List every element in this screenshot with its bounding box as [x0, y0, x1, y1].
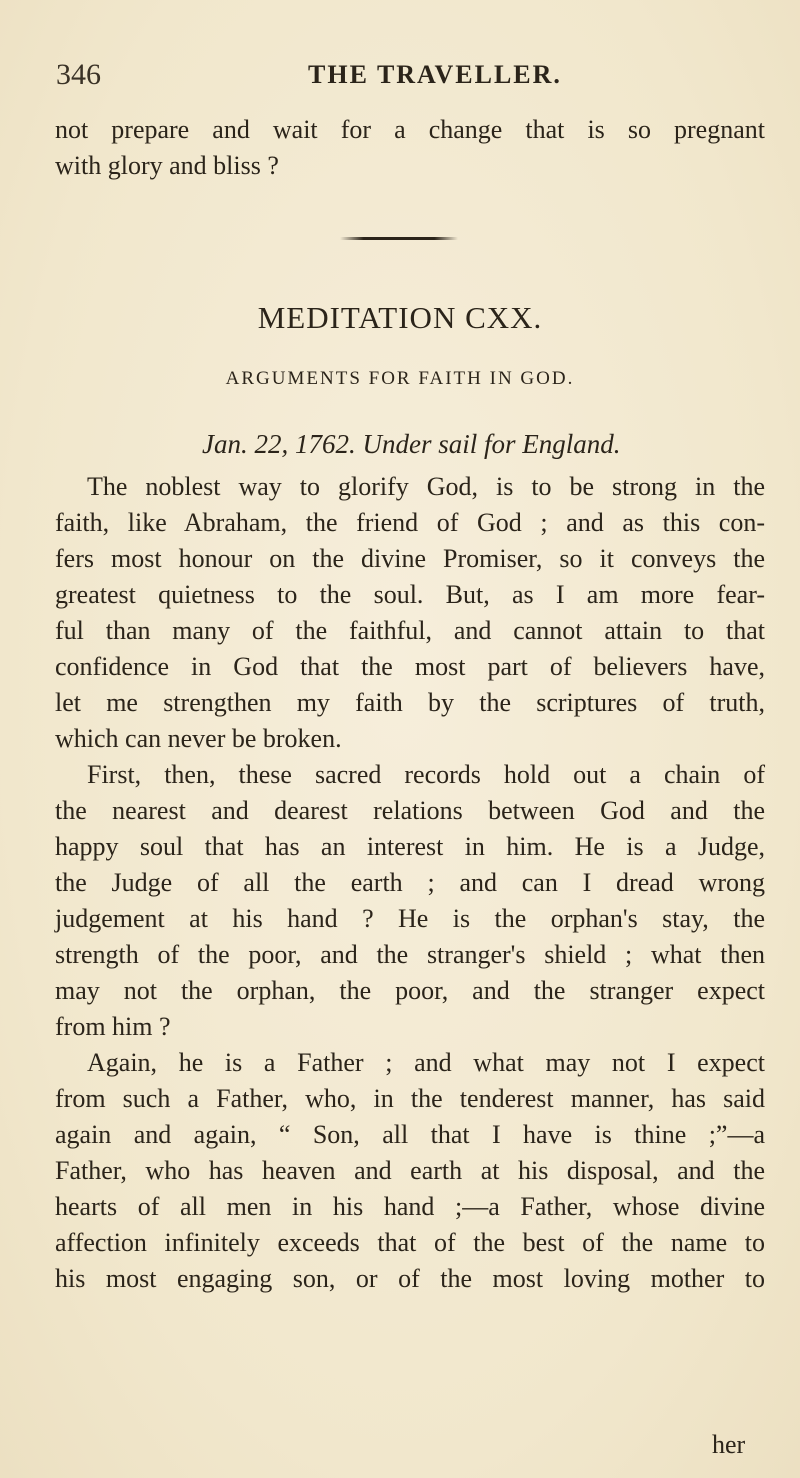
text-line: which can never be broken.	[55, 724, 342, 753]
meditation-subtitle: ARGUMENTS FOR FAITH IN GOD.	[225, 368, 575, 389]
body-text	[55, 469, 765, 1297]
text-line: faith, like Abraham, the friend of God ; and as this con-	[55, 508, 765, 537]
text-line: with glory and bliss ?	[55, 151, 279, 180]
catchword: her	[712, 1430, 746, 1459]
text-line: hearts of all men in his hand ;—a Father, whose divine	[55, 1192, 765, 1221]
section-divider	[340, 237, 458, 240]
running-head	[56, 58, 756, 98]
text-line: happy soul that has an interest in him. He is a Judge,	[55, 832, 765, 861]
text-line: Father, who has heaven and earth at his disposal, and the	[55, 1156, 765, 1185]
intro-paragraph	[55, 112, 765, 184]
text-line: confidence in God that the most part of believers have,	[55, 652, 765, 681]
text-line: the Judge of all the earth ; and can I dread wrong	[55, 868, 765, 897]
text-line: not prepare and wait for a change that is so pregnant	[55, 115, 765, 144]
text-line: from such a Father, who, in the tenderest manner, has said	[55, 1084, 765, 1113]
text-line: may not the orphan, the poor, and the stranger expect	[55, 976, 765, 1005]
text-line: fers most honour on the divine Promiser, so it conveys the	[55, 544, 765, 573]
text-line: Again, he is a Father ; and what may not I expect	[87, 1048, 765, 1077]
text-line: affection infinitely exceeds that of the best of the name to	[55, 1228, 765, 1257]
text-line: from him ?	[55, 1012, 171, 1041]
text-line: judgement at his hand ? He is the orphan's stay, the	[55, 904, 765, 933]
text-line: again and again, “ Son, all that I have is thine ;”—a	[55, 1120, 765, 1149]
dateline: Jan. 22, 1762. Under sail for England.	[202, 429, 621, 459]
meditation-title: MEDITATION CXX.	[257, 300, 543, 335]
running-title: THE TRAVELLER.	[308, 60, 562, 89]
text-line: his most engaging son, or of the most loving mother to	[55, 1264, 765, 1293]
text-line: ful than many of the faithful, and cannot attain to that	[55, 616, 765, 645]
page-number: 346	[56, 58, 101, 91]
text-line: let me strengthen my faith by the scriptures of truth,	[55, 688, 765, 717]
text-line: the nearest and dearest relations between God and the	[55, 796, 765, 825]
text-line: First, then, these sacred records hold out a chain of	[87, 760, 765, 789]
text-line: The noblest way to glorify God, is to be strong in the	[87, 472, 765, 501]
text-line: strength of the poor, and the stranger's shield ; what then	[55, 940, 765, 969]
text-line: greatest quietness to the soul. But, as I am more fear-	[55, 580, 765, 609]
